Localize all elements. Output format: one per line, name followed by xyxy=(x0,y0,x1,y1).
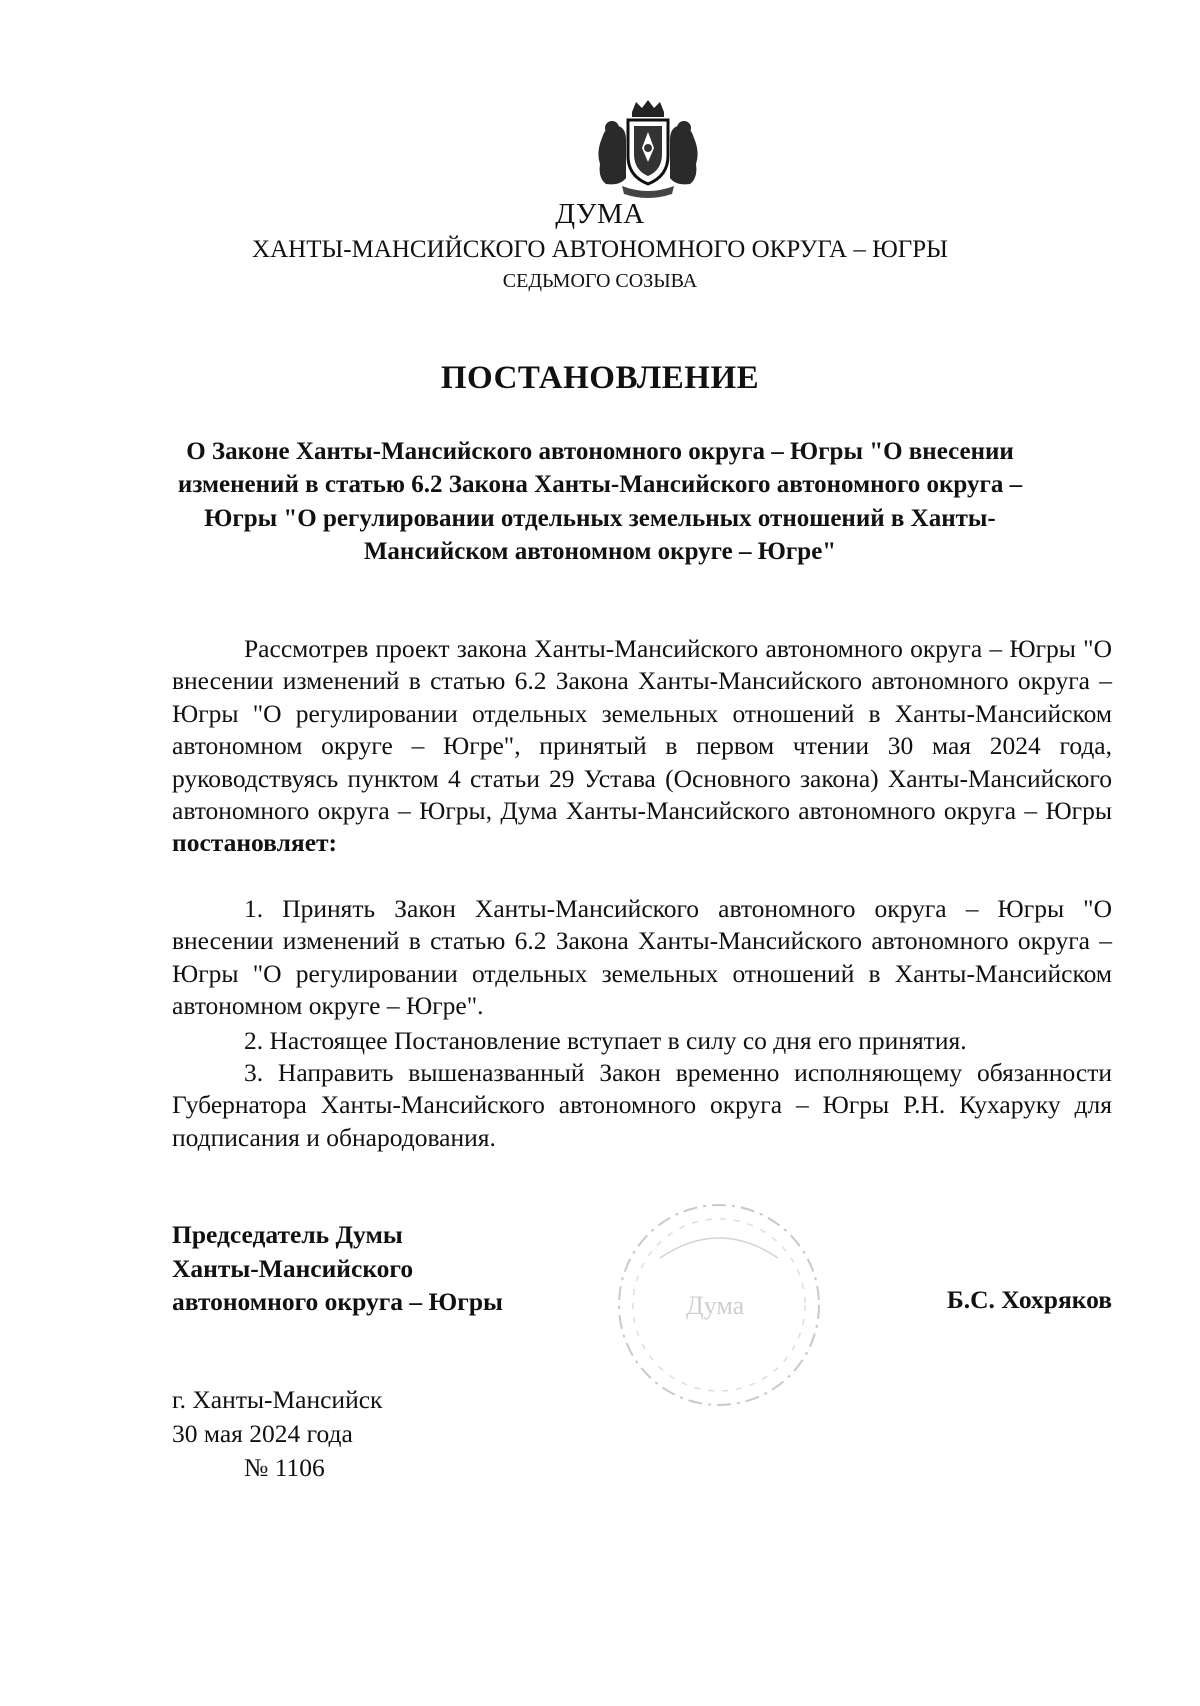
intro-text: Рассмотрев проект закона Ханты-Мансийского автономного округа – Югры "О внесении изменений в статью 6.2 Закона Ханты-Мансийского автономного округа – Югры "О регулировании отдельных земельных отношений в Ханты-Мансийском автономном округе – Югре", принятый в первом чтении 30 мая 2024 года, руководствуясь пунктом 4 статьи 29 Устава (Основного закона) Ханты-Мансийского автономного округа – Югры, Дума Ханты-Мансийского автономного округа – Югры xyxy=(172,634,1112,826)
official-stamp-icon xyxy=(610,1198,828,1412)
resolution-item-2: 2. Настоящее Постановление вступает в силу со дня его принятия. xyxy=(244,1026,967,1055)
signatory-title-line-2: Ханты-Мансийского xyxy=(172,1253,414,1283)
document-number: № 1106 xyxy=(244,1453,325,1482)
resolution-item-3: 3. Направить вышеназванный Закон временно исполняющему обязанности Губернатора Ханты-Мансийского автономного округа – Югры Р.Н. Кухаруку для подписания и обнародования. xyxy=(172,1058,1112,1152)
document-subject: О Законе Ханты-Мансийского автономного округа – Югры "О внесении изменений в статью 6.2 Закона Ханты-Мансийского автономного округа – Югры "О регулировании отдельных земельных отношений в Ханты-Мансийском автономном округе – Югре" xyxy=(177,438,1023,565)
stamp-text: Дума xyxy=(686,1291,745,1320)
resolves-word: постановляет: xyxy=(172,828,338,858)
org-region: ХАНТЫ-МАНСИЙСКОГО АВТОНОМНОГО ОКРУГА – ЮГРЫ xyxy=(252,236,948,263)
document-city: г. Ханты-Мансийск xyxy=(172,1385,383,1414)
place-date-number xyxy=(172,1383,382,1485)
signatory-title-line-1: Председатель Думы xyxy=(172,1220,403,1249)
intro-paragraph xyxy=(172,633,1112,860)
signatory-title xyxy=(172,1218,503,1319)
org-name: ДУМА xyxy=(555,198,645,230)
signatory-name: Б.С. Хохряков xyxy=(946,1285,1112,1314)
document-date: 30 мая 2024 года xyxy=(172,1419,353,1448)
org-convocation: СЕДЬМОГО СОЗЫВА xyxy=(502,270,698,292)
resolution-item-1: 1. Принять Закон Ханты-Мансийского автономного округа – Югры "О внесении изменений в статью 6.2 Закона Ханты-Мансийского автономного округа – Югры "О регулировании отдельных земельных отношений в Ханты-Мансийском автономном округе – Югре". xyxy=(172,894,1112,1021)
document-type-title: ПОСТАНОВЛЕНИЕ xyxy=(440,360,760,396)
coat-of-arms-emblem-icon xyxy=(592,98,704,202)
signatory-title-line-3: автономного округа – Югры xyxy=(172,1287,503,1316)
